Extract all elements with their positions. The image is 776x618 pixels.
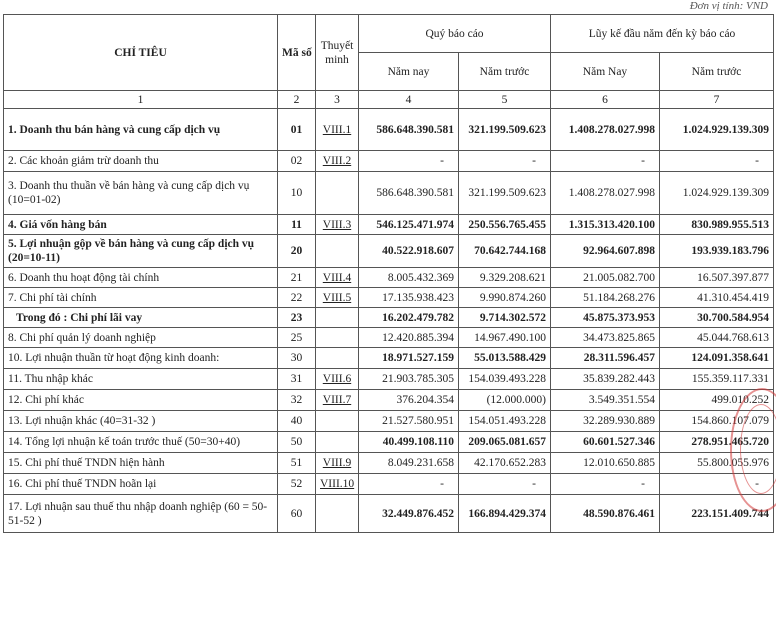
table-row: [4, 411, 774, 432]
row-code: 10: [278, 172, 316, 215]
row-value-v1: 8.049.231.658: [359, 453, 459, 474]
row-value-v3: 28.311.596.457: [551, 348, 660, 369]
row-note: VIII.10: [316, 474, 359, 495]
row-code: 51: [278, 453, 316, 474]
row-note: [316, 308, 359, 328]
row-value-v1: 376.204.354: [359, 390, 459, 411]
row-label: 6. Doanh thu hoạt động tài chính: [4, 268, 278, 288]
row-label: 17. Lợi nhuận sau thuế thu nhập doanh nghiệp (60 = 50-51-52 ): [4, 495, 278, 533]
row-label: 7. Chi phí tài chính: [4, 288, 278, 308]
header-thuyet-minh: Thuyết minh: [316, 15, 359, 91]
header-ma-so: Mã số: [278, 15, 316, 91]
row-value-v2: 9.990.874.260: [459, 288, 551, 308]
row-note: [316, 328, 359, 348]
row-value-v2: 14.967.490.100: [459, 328, 551, 348]
header-nam-nay-luy-ke: Năm Nay: [551, 53, 660, 91]
row-value-v4: 124.091.358.641: [660, 348, 774, 369]
row-value-v3: 45.875.373.953: [551, 308, 660, 328]
row-label: 11. Thu nhập khác: [4, 369, 278, 390]
row-value-v1: -: [359, 474, 459, 495]
row-value-v1: -: [359, 151, 459, 172]
row-value-v3: 92.964.607.898: [551, 235, 660, 268]
row-value-v2: 9.714.302.572: [459, 308, 551, 328]
index-cell: 3: [316, 91, 359, 109]
row-value-v1: 18.971.527.159: [359, 348, 459, 369]
row-code: 50: [278, 432, 316, 453]
row-value-v3: 48.590.876.461: [551, 495, 660, 533]
income-statement-table: [3, 14, 774, 533]
row-label: 14. Tổng lợi nhuận kế toán trước thuế (50=30+40): [4, 432, 278, 453]
unit-note: Đơn vị tính: VND: [689, 0, 768, 12]
row-note: VIII.4: [316, 268, 359, 288]
table-row: [4, 495, 774, 533]
row-note: [316, 235, 359, 268]
row-code: 30: [278, 348, 316, 369]
row-code: 25: [278, 328, 316, 348]
row-code: 11: [278, 215, 316, 235]
row-note: [316, 348, 359, 369]
index-cell: 1: [4, 91, 278, 109]
row-value-v3: 1.408.278.027.998: [551, 109, 660, 151]
row-value-v2: 209.065.081.657: [459, 432, 551, 453]
table-row: [4, 109, 774, 151]
index-cell: 7: [660, 91, 774, 109]
row-value-v4: 16.507.397.877: [660, 268, 774, 288]
row-value-v3: -: [551, 474, 660, 495]
row-value-v2: (12.000.000): [459, 390, 551, 411]
row-label: 2. Các khoản giảm trừ doanh thu: [4, 151, 278, 172]
row-value-v2: 154.039.493.228: [459, 369, 551, 390]
header-chi-tieu: CHỈ TIÊU: [4, 15, 278, 91]
table-row: [4, 268, 774, 288]
row-value-v4: 154.860.107.079: [660, 411, 774, 432]
row-value-v2: 55.013.588.429: [459, 348, 551, 369]
table-row: [4, 369, 774, 390]
row-code: 20: [278, 235, 316, 268]
row-code: 52: [278, 474, 316, 495]
row-value-v4: 41.310.454.419: [660, 288, 774, 308]
table-row: [4, 172, 774, 215]
row-value-v4: 499.010.252: [660, 390, 774, 411]
row-value-v3: -: [551, 151, 660, 172]
table-row: [4, 474, 774, 495]
row-value-v4: 193.939.183.796: [660, 235, 774, 268]
row-value-v3: 35.839.282.443: [551, 369, 660, 390]
row-code: 21: [278, 268, 316, 288]
row-value-v1: 17.135.938.423: [359, 288, 459, 308]
row-value-v1: 16.202.479.782: [359, 308, 459, 328]
row-code: 23: [278, 308, 316, 328]
row-value-v3: 51.184.268.276: [551, 288, 660, 308]
row-value-v1: 8.005.432.369: [359, 268, 459, 288]
row-note: VIII.7: [316, 390, 359, 411]
row-note: [316, 411, 359, 432]
row-note: VIII.3: [316, 215, 359, 235]
row-value-v1: 586.648.390.581: [359, 109, 459, 151]
row-value-v1: 40.522.918.607: [359, 235, 459, 268]
table-row: [4, 151, 774, 172]
row-value-v2: 250.556.765.455: [459, 215, 551, 235]
row-value-v3: 21.005.082.700: [551, 268, 660, 288]
row-value-v3: 3.549.351.554: [551, 390, 660, 411]
row-value-v4: 278.951.465.720: [660, 432, 774, 453]
row-value-v1: 40.499.108.110: [359, 432, 459, 453]
table-row: [4, 453, 774, 474]
row-value-v2: 321.199.509.623: [459, 172, 551, 215]
row-value-v1: 32.449.876.452: [359, 495, 459, 533]
index-cell: 2: [278, 91, 316, 109]
table-row: [4, 390, 774, 411]
row-value-v3: 12.010.650.885: [551, 453, 660, 474]
table-row: [4, 348, 774, 369]
row-value-v1: 21.903.785.305: [359, 369, 459, 390]
row-note: VIII.2: [316, 151, 359, 172]
row-code: 01: [278, 109, 316, 151]
row-label: 1. Doanh thu bán hàng và cung cấp dịch vụ: [4, 109, 278, 151]
table-row: [4, 328, 774, 348]
row-label: 5. Lợi nhuận gộp về bán hàng và cung cấp dịch vụ (20=10-11): [4, 235, 278, 268]
row-code: 22: [278, 288, 316, 308]
row-value-v4: 45.044.768.613: [660, 328, 774, 348]
row-label: Trong đó : Chi phí lãi vay: [4, 308, 278, 328]
row-value-v4: -: [660, 151, 774, 172]
row-value-v4: -: [660, 474, 774, 495]
index-row: [4, 91, 774, 109]
row-note: [316, 432, 359, 453]
table-row: [4, 288, 774, 308]
row-value-v3: 32.289.930.889: [551, 411, 660, 432]
row-value-v2: -: [459, 474, 551, 495]
row-label: 15. Chi phí thuế TNDN hiện hành: [4, 453, 278, 474]
row-label: 12. Chi phí khác: [4, 390, 278, 411]
row-label: 10. Lợi nhuận thuần từ hoạt động kinh doanh:: [4, 348, 278, 369]
row-value-v1: 546.125.471.974: [359, 215, 459, 235]
row-label: 4. Giá vốn hàng bán: [4, 215, 278, 235]
table-row: [4, 235, 774, 268]
row-code: 02: [278, 151, 316, 172]
row-value-v1: 12.420.885.394: [359, 328, 459, 348]
row-value-v2: 321.199.509.623: [459, 109, 551, 151]
row-value-v4: 30.700.584.954: [660, 308, 774, 328]
row-code: 31: [278, 369, 316, 390]
table-row: [4, 215, 774, 235]
table-row: [4, 432, 774, 453]
row-value-v2: 154.051.493.228: [459, 411, 551, 432]
header-luy-ke: Lũy kế đầu năm đến kỳ báo cáo: [551, 15, 774, 53]
row-note: VIII.6: [316, 369, 359, 390]
row-value-v2: 42.170.652.283: [459, 453, 551, 474]
row-value-v4: 55.800.055.976: [660, 453, 774, 474]
row-value-v2: 70.642.744.168: [459, 235, 551, 268]
header-nam-truoc: Năm trước: [459, 53, 551, 91]
row-label: 13. Lợi nhuận khác (40=31-32 ): [4, 411, 278, 432]
row-value-v1: 586.648.390.581: [359, 172, 459, 215]
row-value-v3: 1.315.313.420.100: [551, 215, 660, 235]
row-value-v3: 1.408.278.027.998: [551, 172, 660, 215]
row-value-v4: 155.359.117.331: [660, 369, 774, 390]
row-label: 3. Doanh thu thuần về bán hàng và cung cấp dịch vụ (10=01-02): [4, 172, 278, 215]
index-cell: 4: [359, 91, 459, 109]
row-value-v2: 166.894.429.374: [459, 495, 551, 533]
row-code: 40: [278, 411, 316, 432]
row-code: 60: [278, 495, 316, 533]
row-note: VIII.9: [316, 453, 359, 474]
row-value-v3: 60.601.527.346: [551, 432, 660, 453]
row-note: VIII.5: [316, 288, 359, 308]
row-note: VIII.1: [316, 109, 359, 151]
header-nam-nay: Năm nay: [359, 53, 459, 91]
row-note: [316, 172, 359, 215]
row-value-v3: 34.473.825.865: [551, 328, 660, 348]
header-nam-truoc-luy-ke: Năm trước: [660, 53, 774, 91]
row-label: 16. Chi phí thuế TNDN hoãn lại: [4, 474, 278, 495]
row-code: 32: [278, 390, 316, 411]
row-value-v4: 1.024.929.139.309: [660, 109, 774, 151]
row-value-v4: 1.024.929.139.309: [660, 172, 774, 215]
index-cell: 5: [459, 91, 551, 109]
header-quy-bao-cao: Quý báo cáo: [359, 15, 551, 53]
row-note: [316, 495, 359, 533]
row-value-v4: 223.151.409.744: [660, 495, 774, 533]
row-label: 8. Chi phí quản lý doanh nghiệp: [4, 328, 278, 348]
index-cell: 6: [551, 91, 660, 109]
row-value-v1: 21.527.580.951: [359, 411, 459, 432]
row-value-v2: -: [459, 151, 551, 172]
table-row: [4, 308, 774, 328]
row-value-v2: 9.329.208.621: [459, 268, 551, 288]
row-value-v4: 830.989.955.513: [660, 215, 774, 235]
